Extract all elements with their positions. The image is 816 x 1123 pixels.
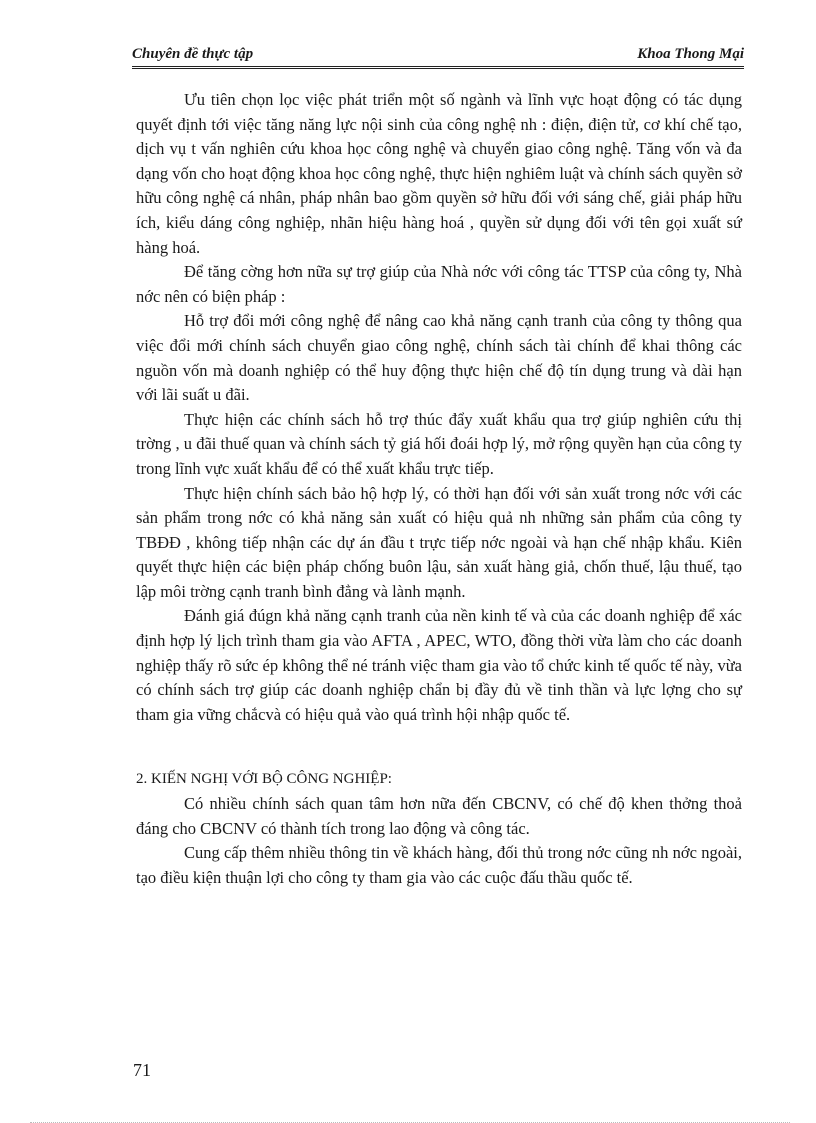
document-body (136, 88, 742, 890)
paragraph: Để tăng cờng hơn nữa sự trợ giúp của Nhà nớc với công tác TTSP của công ty, Nhà nớc nên có biện pháp : (136, 262, 742, 306)
paragraph: Cung cấp thêm nhiều thông tin về khách hàng, đối thủ trong nớc cũng nh nớc ngoài, tạo điều kiện thuận lợi cho công ty tham gia vào các cuộc đấu thầu quốc tế. (136, 843, 742, 887)
paragraph: Hỗ trợ đổi mới công nghệ để nâng cao khả năng cạnh tranh của công ty thông qua việc đổi mới chính sách chuyển giao công nghệ, chính sách tài chính để khai thông các nguồn vốn mà doanh nghiệp có thể huy động thực hiện chế độ tín dụng trung và dài hạn với lãi suất u đãi. (136, 311, 742, 405)
paragraph: Có nhiều chính sách quan tâm hơn nữa đến CBCNV, có chế độ khen thởng thoả đáng cho CBCNV có thành tích trong lao động và công tác. (136, 794, 742, 838)
running-header (132, 44, 744, 69)
paragraph: Thực hiện các chính sách hỗ trợ thúc đẩy xuất khẩu qua trợ giúp nghiên cứu thị trờng , u đãi thuế quan và chính sách tỷ giá hối đoái hợp lý, mở rộng quyền hạn của công ty trong lĩnh vực xuất khẩu để có thể xuất khẩu trực tiếp. (136, 409, 742, 478)
section-heading: 2. KIẾN NGHỊ VỚI BỘ CÔNG NGHIỆP: (136, 771, 392, 788)
page-number: 71 (133, 1060, 151, 1080)
header-right-title: Khoa Thong Mại (637, 46, 744, 62)
paragraph: Ưu tiên chọn lọc việc phát triển một số ngành và lĩnh vực hoạt động có tác dụng quyết định tới việc tăng năng lực nội sinh của công nghệ nh : điện, điện tử, cơ khí chế tạo, dịch vụ t vấn nghiên cứu khoa học công nghệ và chuyển giao công nghệ. Tăng vốn và đa dạng vốn cho hoạt động khoa học công nghệ, thực hiện nghiêm luật và chính sách quyền sở hữu công nghệ cá nhân, pháp nhân bao gồm quyền sở hữu đối với sáng chế, giải pháp hữu ích, kiểu dáng công nghiệp, nhãn hiệu hàng hoá , quyền sử dụng đối với tên gọi xuất sứ hàng hoá. (136, 90, 742, 257)
header-left-title: Chuyên đề thực tập (132, 46, 254, 62)
paragraph: Đánh giá đúgn khả năng cạnh tranh của nền kinh tế và của các doanh nghiệp để xác định hợp lý lịch trình tham gia vào AFTA , APEC, WTO, đồng thời vừa làm cho các doanh nghiệp thấy rõ sức ép không thể né tránh việc tham gia vào tổ chức kinh tế quốc tế này, vừa có chính sách trợ giúp các doanh nghiệp chẩn bị đầy đủ về tinh thần và lực lợng cho sự tham gia vững chắcvà có hiệu quả vào quá trình hội nhập quốc tế. (136, 606, 742, 724)
paragraph: Thực hiện chính sách bảo hộ hợp lý, có thời hạn đối với sản xuất trong nớc với các sản phẩm trong nớc có khả năng sản xuất có hiệu quả nh những sản phẩm của công ty TBĐĐ , không tiếp nhận các dự án đầu t trực tiếp nớc ngoài và hạn chế nhập khẩu. Kiên quyết thực hiện các biện pháp chống buôn lậu, sản xuất hàng giả, chốn thuế, lậu thuế, tạo lập môi trờng cạnh tranh bình đẳng và lành mạnh. (136, 483, 742, 601)
